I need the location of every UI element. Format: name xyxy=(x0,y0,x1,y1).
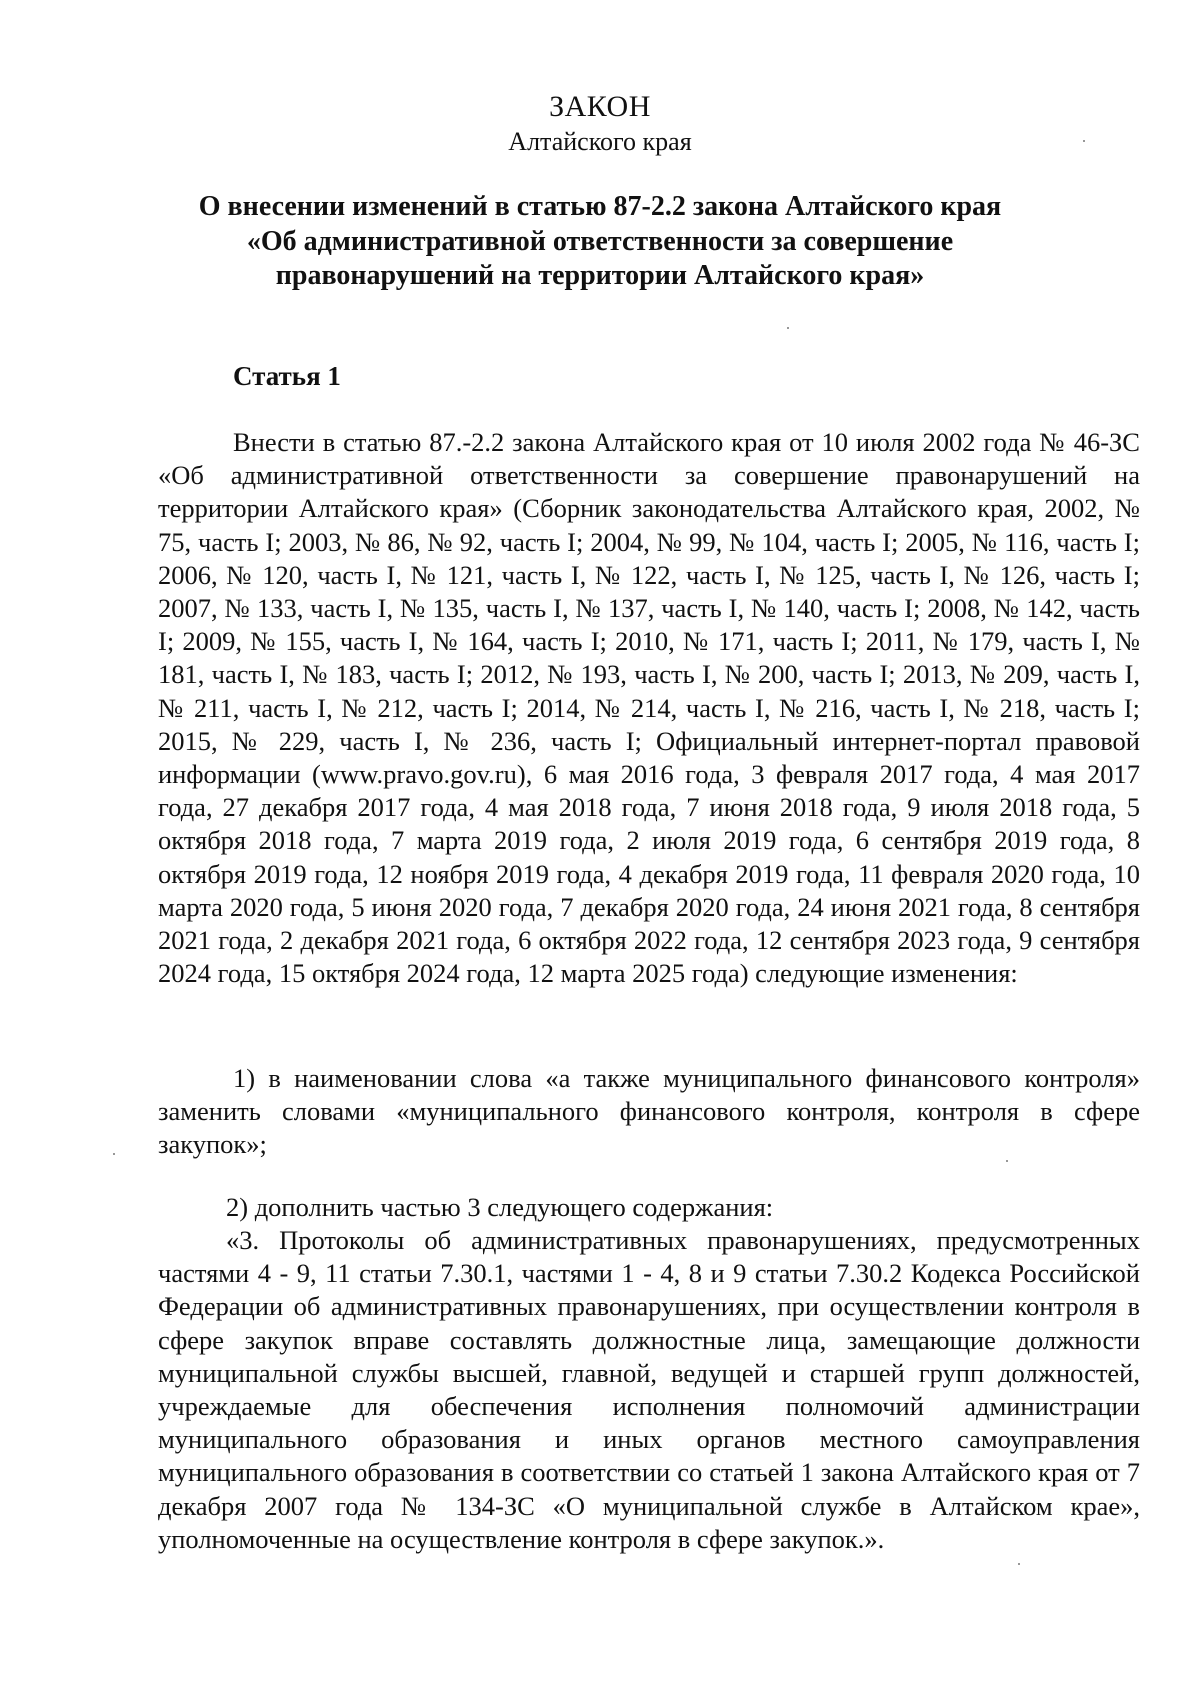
law-heading-line-1: О внесении изменений в статью 87-2.2 закона Алтайского края xyxy=(198,191,1002,222)
law-title: ЗАКОН xyxy=(549,90,651,123)
scan-speck xyxy=(1083,140,1085,142)
law-heading-line-2: «Об административной ответственности за совершение xyxy=(246,225,954,257)
scan-speck xyxy=(1006,1160,1008,1162)
amendment-item-1: 1) в наименовании слова «а также муниципального финансового контроля» заменить словами «муниципального финансового контроля, контроля в сфере закупок»; xyxy=(158,1063,1140,1160)
article-paragraph-main: Внести в статью 87.-2.2 закона Алтайского края от 10 июля 2002 года № 46-ЗС «Об административной ответственности за совершение правонарушений на территории Алтайского края» (Сборник законодательства Алтайского края, 2002, № 75, часть I; 2003, № 86, № 92, часть I; 2004, № 99, № 104, часть I; 2005, № 116, часть I; 2006, № 120, часть I, № 121, часть I, № 122, часть I, № 125, часть I, № 126, часть I; 2007, № 133, часть I, № 135, часть I, № 137, часть I, № 140, часть I; 2008, № 142, часть I; 2009, № 155, часть I, № 164, часть I; 2010, № 171, часть I; 2011, № 179, часть I, № 181, часть I, № 183, часть I; 2012, № 193, часть I, № 200, часть I; 2013, № 209, часть I, № 211, часть I, № 212, часть I; 2014, № 214, часть I, № 216, часть I, № 218, часть I; 2015, № 229, часть I, № 236, часть I; Официальный интернет-портал правовой информации (www.pravo.gov.ru), 6 мая 2016 года, 3 февраля 2017 года, 4 мая 2017 года, 27 декабря 2017 года, 4 мая 2018 года, 7 июня 2018 года, 9 июля 2018 года, 5 октября 2018 года, 7 марта 2019 года, 2 июля 2019 года, 6 сентября 2019 года, 8 октября 2019 года, 12 ноября 2019 года, 4 декабря 2019 года, 11 февраля 2020 года, 10 марта 2020 года, 5 июня 2020 года, 7 декабря 2020 года, 24 июня 2021 года, 8 сентября 2021 года, 2 декабря 2021 года, 6 октября 2022 года, 12 сентября 2023 года, 9 сентября 2024 года, 15 октября 2024 года, 12 марта 2025 года) следующие изменения: xyxy=(158,427,1140,989)
scan-speck xyxy=(1018,1563,1020,1565)
law-heading xyxy=(160,190,1040,294)
amendment-item-2: 2) дополнить частью 3 следующего содержания: xyxy=(226,1192,774,1222)
article-title: Статья 1 xyxy=(233,361,341,391)
scan-speck xyxy=(113,1153,115,1155)
law-heading-line-3: правонарушений на территории Алтайского края» xyxy=(275,260,925,291)
amendment-item-2-quote: «3. Протоколы об административных правонарушениях, предусмотренных частями 4 - 9, 11 статьи 7.30.1, частями 1 - 4, 8 и 9 статьи 7.30.2 Кодекса Российской Федерации об административных правонарушениях, при осуществлении контроля в сфере закупок вправе составлять должностные лица, замещающие должности муниципальной службы высшей, главной, ведущей и старшей групп должностей, учреждаемые для обеспечения исполнения полномочий администрации муниципального образования и иных органов местного самоуправления муниципального образования в соответствии со статьей 1 закона Алтайского края от 7 декабря 2007 года № 134-ЗС «О муниципальной службе в Алтайском крае», уполномоченные на осуществление контроля в сфере закупок.». xyxy=(158,1225,1140,1554)
law-region: Алтайского края xyxy=(508,127,692,156)
scan-speck xyxy=(787,327,789,329)
